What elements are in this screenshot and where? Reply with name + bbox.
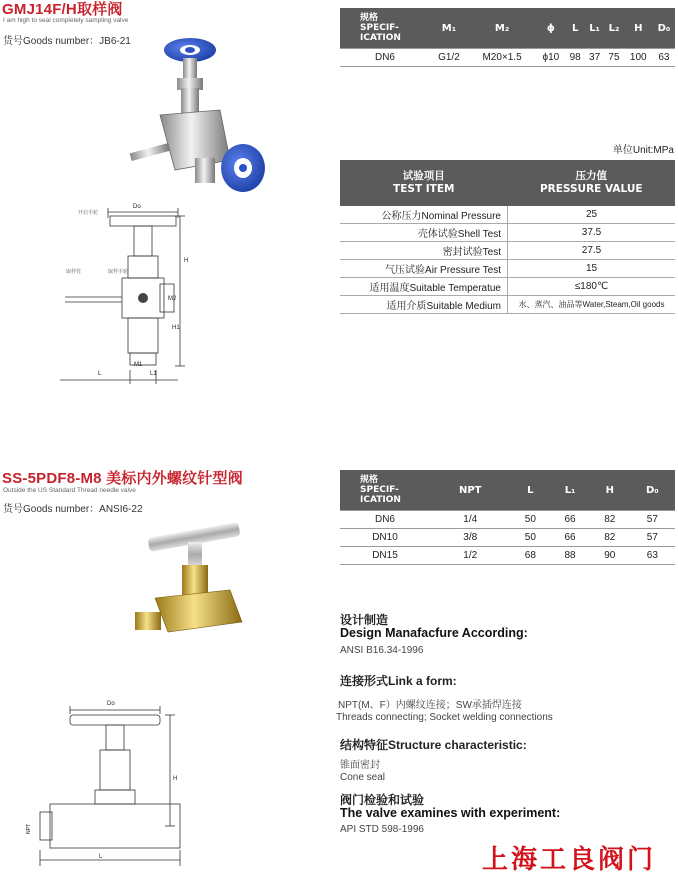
test-header-item-cn: 试验项目 [402, 170, 445, 182]
table-cell: G1/2 [430, 49, 468, 67]
test-value: ≤180℃ [508, 278, 676, 296]
dim-h1: H1 [172, 325, 180, 331]
test-header-value-cn: 压力值 [575, 170, 607, 182]
dim-m2: M2 [168, 296, 177, 302]
table-cell: M20×1.5 [468, 49, 536, 67]
exam-heading-cn: 阀门检验和试验 [340, 793, 425, 807]
dim-h-1: H [184, 258, 189, 264]
spec2-header-h: H [590, 470, 630, 511]
table-row [340, 296, 675, 314]
table-cell: DN6 [340, 511, 430, 529]
table-cell: 66 [550, 511, 590, 529]
product1-goods-number: 货号Goods number：JB6-21 [3, 36, 131, 47]
test-header-item [340, 160, 508, 206]
spec1-header-l2: L₂ [604, 8, 623, 49]
test-label: 壳体试验Shell Test [340, 224, 508, 242]
table-row [340, 224, 675, 242]
test-label: 气压试验Air Pressure Test [340, 260, 508, 278]
test-label: 适用温度Suitable Temperatue [340, 278, 508, 296]
table-row [340, 49, 675, 67]
product1-subtitle: I am high to seal completely sampling valve [3, 17, 129, 24]
dim-m1: M1 [134, 362, 143, 368]
exam-heading-en: The valve examines with experiment: [340, 806, 561, 820]
table-row [340, 260, 675, 278]
spec1-header-h: H [624, 8, 653, 49]
table-cell: 50 [510, 529, 550, 547]
table-row [340, 242, 675, 260]
spec1-header-m1: M₁ [430, 8, 468, 49]
table-cell: 1/4 [430, 511, 510, 529]
design-heading-cn: 设计制造 [340, 613, 389, 627]
spec2-header-l1: L₁ [550, 470, 590, 511]
table-cell: 98 [565, 49, 584, 67]
dim-h-2: H [173, 776, 178, 782]
table-cell: 63 [630, 547, 675, 565]
table-cell: 63 [653, 49, 675, 67]
product2-title: SS-5PDF8-M8 美标内外螺纹针型阀 [2, 470, 243, 487]
test-value: 27.5 [508, 242, 676, 260]
dim-npt: NPT [26, 824, 32, 834]
unit-note: 单位Unit:MPa [612, 145, 674, 156]
test-label: 密封试验Test [340, 242, 508, 260]
spec1-header-m2: M₂ [468, 8, 536, 49]
table-cell: 82 [590, 511, 630, 529]
spec-table-2 [340, 470, 675, 565]
table-row [340, 547, 675, 565]
test-value: 37.5 [508, 224, 676, 242]
table-cell: DN6 [340, 49, 430, 67]
structure-heading: 结构特征Structure characteristic: [340, 738, 527, 752]
spec2-header-npt: NPT [430, 470, 510, 511]
product2-drawing [20, 700, 190, 880]
table-cell: 57 [630, 511, 675, 529]
table-cell: 57 [630, 529, 675, 547]
handwheel-side-icon [221, 144, 265, 192]
spec1-header-d0: D₀ [653, 8, 675, 49]
spec2-header-spec: 规格 SPECIF- ICATION [340, 470, 430, 511]
product2-photo [130, 520, 260, 650]
link-heading: 连接形式Link a form: [340, 674, 457, 688]
exam-value: API STD 598-1996 [340, 824, 424, 835]
design-value: ANSI B16.34-1996 [340, 645, 424, 656]
structure-value-cn: 锥面密封 [340, 760, 380, 771]
table-cell: 37 [585, 49, 604, 67]
dim-do-2: Do [107, 701, 115, 707]
design-heading-en: Design Manafacfure According: [340, 626, 528, 640]
label-handwheel-top: 开启手轮 [78, 210, 99, 216]
test-header-value-en: PRESSURE VALUE [539, 183, 643, 195]
spec2-header-d0: D₀ [630, 470, 675, 511]
test-table [340, 160, 675, 314]
table-cell: 50 [510, 511, 550, 529]
table-cell: 88 [550, 547, 590, 565]
label-handwheel-side: 取样手轮 [108, 269, 129, 275]
test-label: 适用介质Suitable Medium [340, 296, 508, 314]
table-cell: 90 [590, 547, 630, 565]
product1-photo [125, 30, 275, 200]
dim-do-1: Do [133, 204, 141, 210]
table-cell: 75 [604, 49, 623, 67]
product1-drawing [50, 198, 200, 388]
table-cell: DN15 [340, 547, 430, 565]
product1-title: GMJ14F/H取样阀 [2, 1, 123, 18]
test-label: 公称压力Nominal Pressure [340, 206, 508, 224]
test-header-value [508, 160, 676, 206]
test-value: 25 [508, 206, 676, 224]
spec1-header-l1: L₁ [585, 8, 604, 49]
table-cell: 68 [510, 547, 550, 565]
label-sample-pipe: 取样管 [66, 269, 82, 275]
table-cell: 82 [590, 529, 630, 547]
table-cell: DN10 [340, 529, 430, 547]
table-row [340, 529, 675, 547]
test-header-item-en: TEST ITEM [393, 183, 455, 195]
dim-l-1: L [98, 371, 102, 377]
product2-goods-number: 货号Goods number：ANSI6-22 [3, 504, 143, 515]
spec2-header-l: L [510, 470, 550, 511]
table-cell: 1/2 [430, 547, 510, 565]
structure-value-en: Cone seal [340, 772, 386, 783]
spec1-header-spec: 规格 SPECIF- ICATION [340, 8, 430, 49]
test-value: 水、蒸汽、油品等Water,Steam,Oil goods [508, 296, 676, 314]
table-row [340, 278, 675, 296]
test-value: 15 [508, 260, 676, 278]
spec-table-1 [340, 8, 675, 67]
dim-l1: L1 [150, 371, 157, 377]
valve-seat-icon [138, 293, 148, 303]
spec1-header-l: L [565, 8, 584, 49]
table-row [340, 206, 675, 224]
product2-subtitle: Outside the US Standard Thread needle valve [3, 487, 136, 494]
dim-l-2: L [99, 854, 103, 860]
table-cell: 66 [550, 529, 590, 547]
table-row [340, 511, 675, 529]
table-cell: 3/8 [430, 529, 510, 547]
table-cell: ϕ10 [536, 49, 565, 67]
table-cell: 100 [624, 49, 653, 67]
link-value-en: Threads connecting; Socket welding connections [336, 712, 553, 723]
link-value-cn: NPT(M、F）内螺纹连接；SW承插焊连接 [338, 700, 522, 711]
brand-logo: 上海工良阀门 [482, 845, 657, 875]
spec1-header-phi: ϕ [536, 8, 565, 49]
